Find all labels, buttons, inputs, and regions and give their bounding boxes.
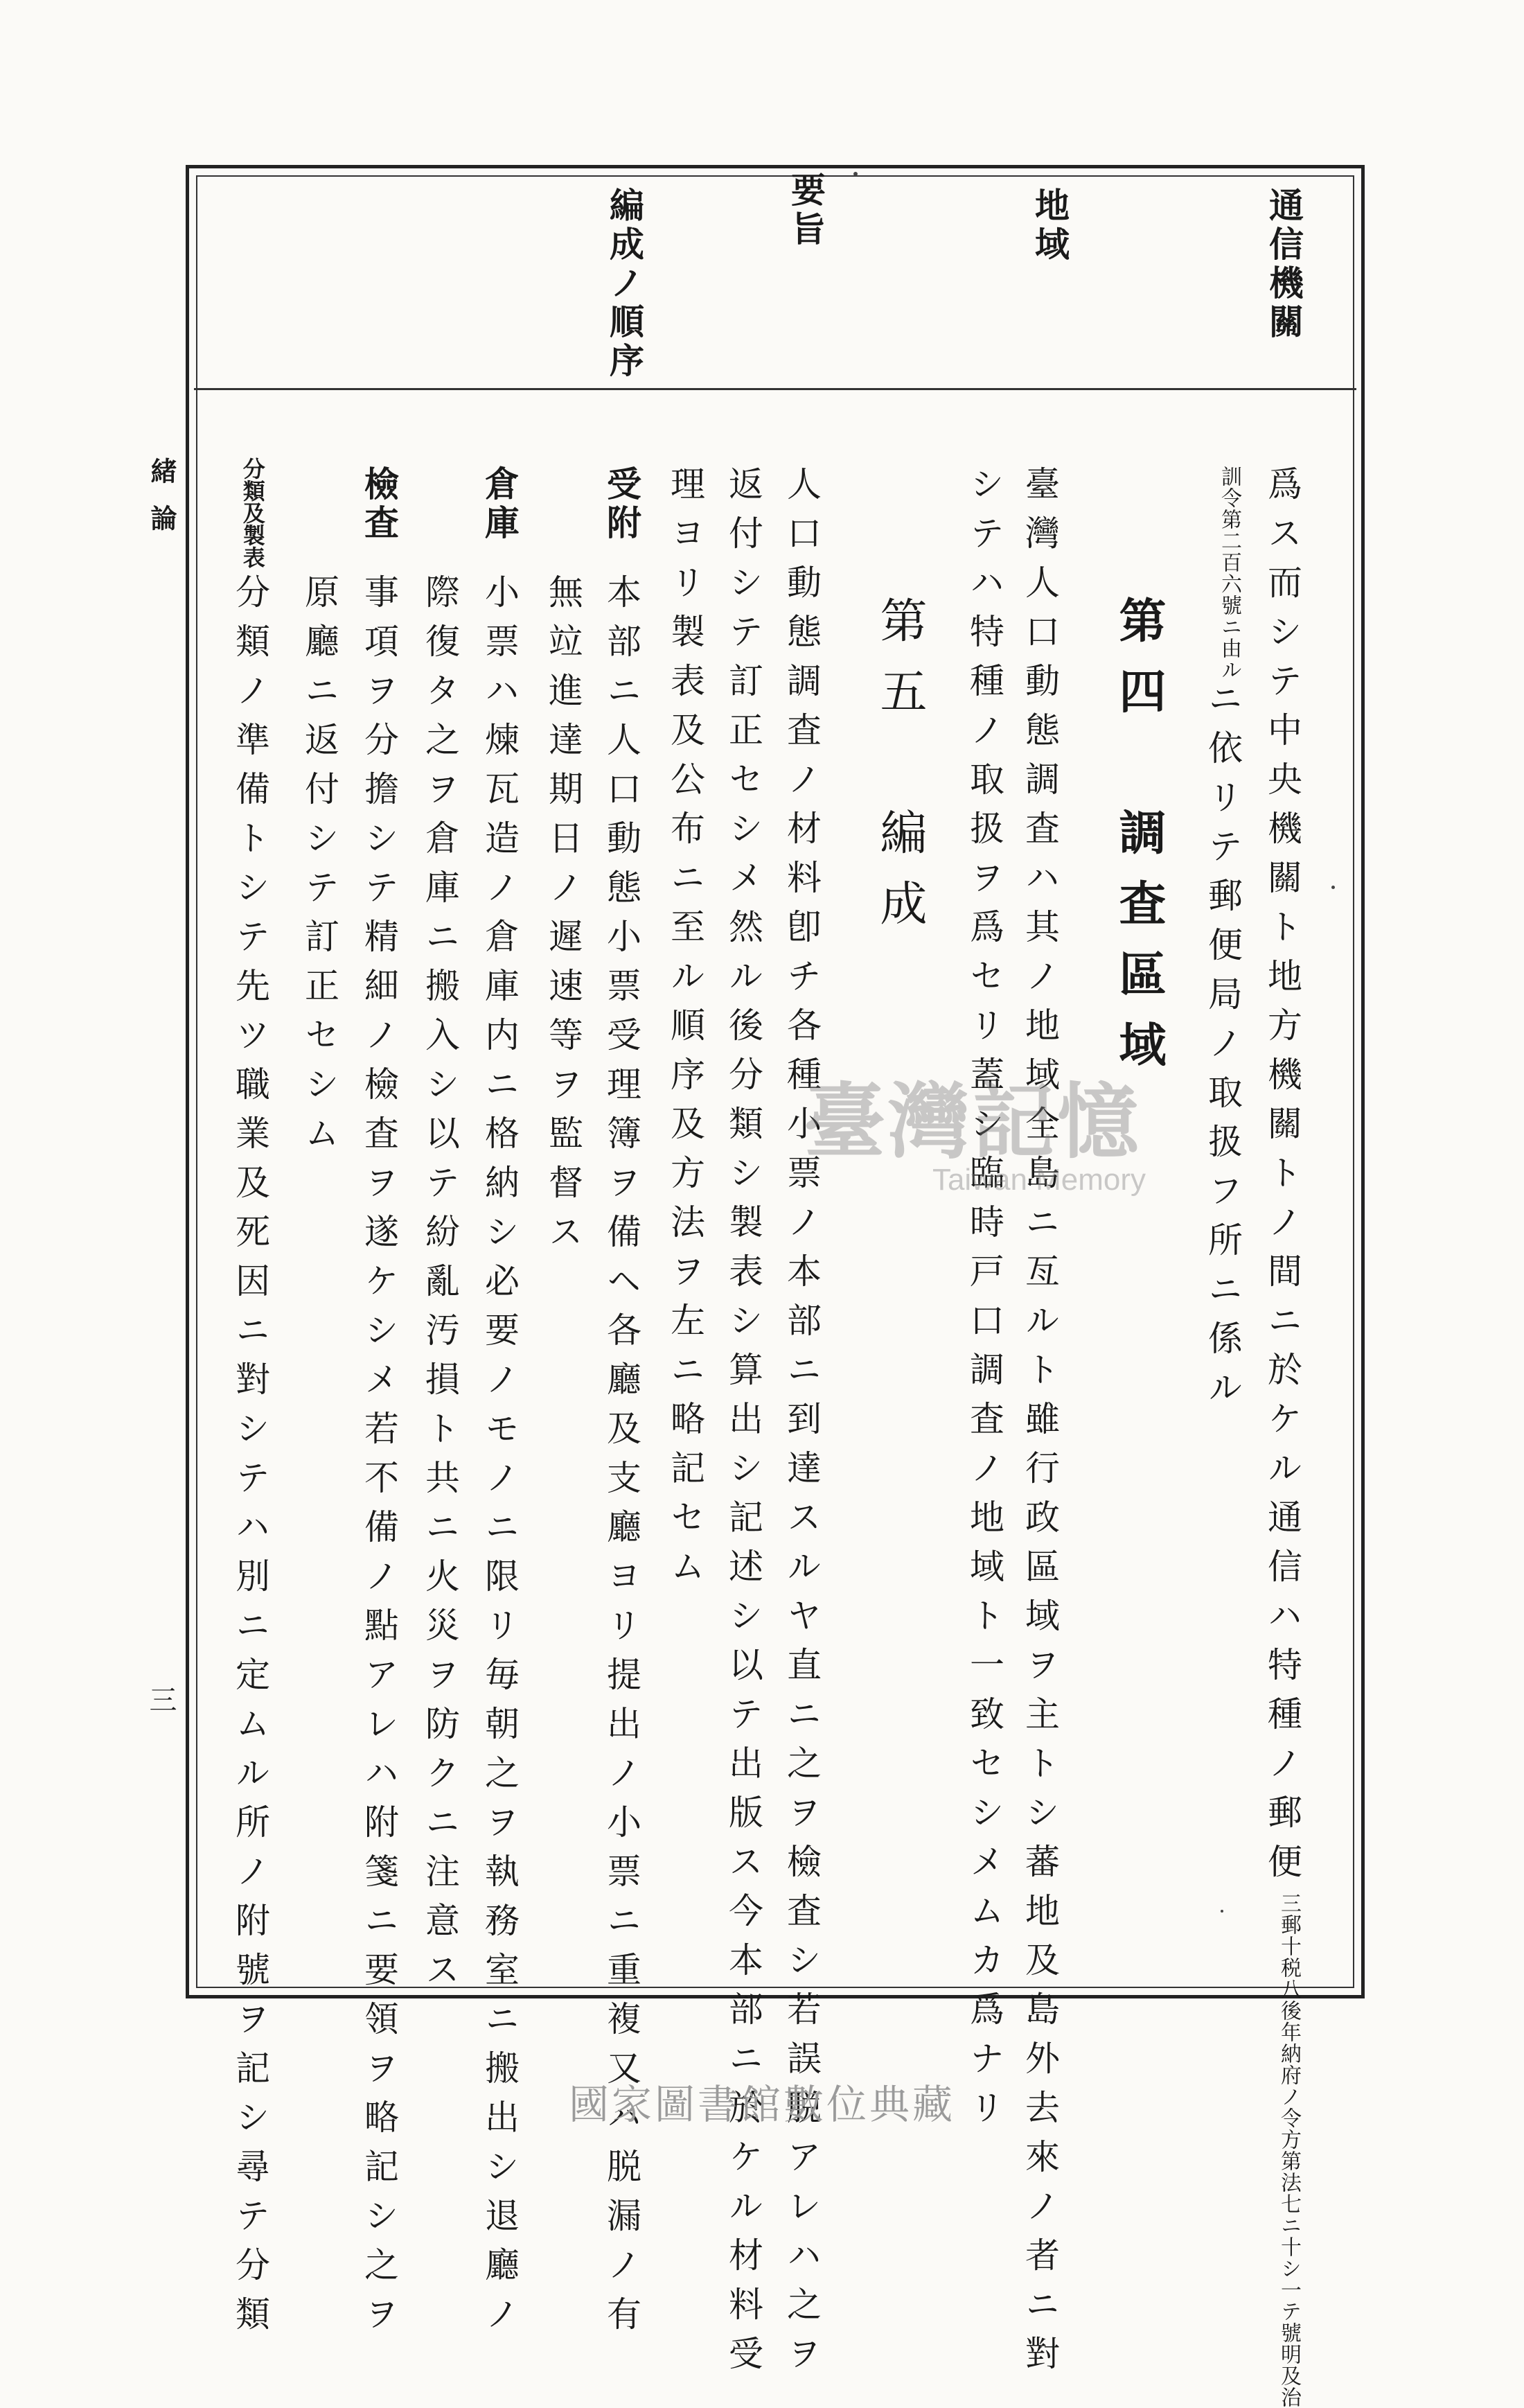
subheading-bunrui-seihyo: 分類及製表: [239, 457, 266, 568]
scan-speck: [1221, 1910, 1223, 1913]
body-col-5: 人口動態調査ノ材料卽チ各種小票ノ本部ニ到達スルヤ直ニ之ヲ檢査シ若誤脱アレハ之ヲ: [781, 466, 822, 2384]
heading-tsushin-kikan: 通信機關: [1264, 187, 1304, 342]
body-col-7: 理ヨリ製表及公布ニ至ル順序及方法ヲ左ニ略記セム: [665, 466, 705, 1597]
library-footer: 國家圖書館數位典藏: [568, 2081, 955, 2128]
body-col-9: 無竝進達期日ノ遲速等ヲ監督ス: [543, 574, 583, 1263]
watermark-en: Taiwan Memory: [932, 1163, 1146, 1197]
body-col-14: 分類ノ準備トシテ先ツ職業及死因ニ對シテハ別ニ定ムル所ノ附號ヲ記シ尋テ分類: [230, 574, 270, 2345]
body-col-3: 臺灣人口動態調査ハ其ノ地域全島ニ亙ルト雖行政區域ヲ主トシ蕃地及島外去來ノ者ニ對: [1020, 466, 1060, 2384]
heading-yoshi: 要旨: [786, 172, 826, 249]
subheading-kensa: 檢査: [359, 466, 400, 543]
page-number: 三: [145, 1685, 177, 1713]
heading-chiiki: 地域: [1029, 187, 1070, 265]
scan-speck: [1331, 886, 1335, 889]
heading-hensei-no-junjo: 編成ノ順序: [604, 187, 645, 381]
body-col-13: 原廳ニ返付シテ訂正セシム: [299, 574, 339, 1164]
body-col-8: 本部ニ人口動態小票受理簿ヲ備ヘ各廳及支廳ヨリ提出ノ小票ニ重複又ハ脱漏ノ有: [601, 574, 641, 2345]
body-col-2: [1203, 466, 1243, 1418]
subheading-soko: 倉庫: [479, 466, 520, 543]
body-col-10: 小票ハ煉瓦造ノ倉庫内ニ格納シ必要ノモノニ限リ毎朝之ヲ執務室ニ搬出シ退廳ノ: [479, 574, 520, 2345]
body-col-12: 事項ヲ分擔シテ精細ノ檢査ヲ遂ケシメ若不備ノ點アレハ附箋ニ要領ヲ略記シ之ヲ: [359, 574, 399, 2345]
taiwan-memory-watermark: [804, 1073, 1233, 1220]
running-head: 緒論: [146, 457, 177, 552]
section-title-5: 第五 編成: [872, 596, 927, 949]
col2-main: ニ依リテ郵便局ノ取扱フ所ニ係ル: [1203, 680, 1243, 1418]
col1-main: 爲ス而シテ中央機關ト地方機關トノ間ニ於ケル通信ハ特種ノ郵便: [1262, 466, 1302, 1892]
body-col-6: 返付シテ訂正セシメ然ル後分類シ製表シ算出シ記述シ以テ出版ス今本部ニ於ケル材料受: [723, 466, 763, 2384]
watermark-cn: 臺灣記憶: [804, 1073, 1142, 1170]
col2-inline-note: 訓令第二百六號ニ由ル: [1217, 466, 1241, 680]
scan-speck: [853, 172, 858, 176]
col1-inline-note: 三郵十税八後年納府ノ令方第法七ニ十シ一テ號明及治: [1277, 1892, 1301, 2408]
body-col-4: シテハ特種ノ取扱ヲ爲セリ蓋シ臨時戸口調査ノ地域ト一致セシメムカ爲ナリ: [964, 466, 1004, 2138]
body-col-11: 際復タ之ヲ倉庫ニ搬入シ以テ紛亂汚損ト共ニ火災ヲ防クニ注意ス: [420, 574, 460, 2001]
header-divider: [194, 388, 1356, 390]
subheading-uketsuke: 受附: [601, 466, 642, 543]
section-title-4: 第四 調査區域: [1111, 596, 1167, 1091]
